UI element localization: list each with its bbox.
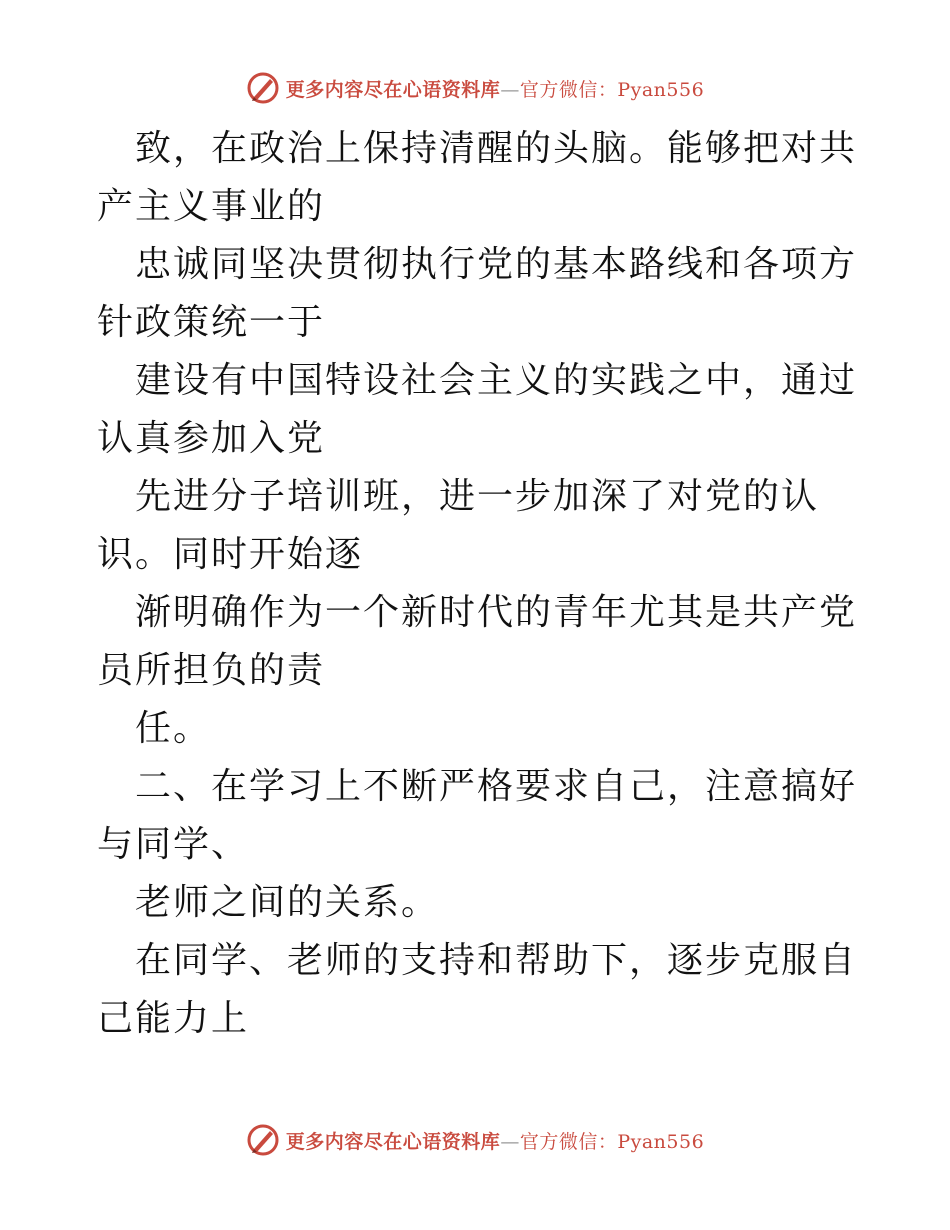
- paragraph: 老师之间的关系。: [135, 882, 440, 923]
- paragraph: 渐明确作为一个新时代的青年尤其是共产党员所担负的责: [97, 592, 858, 691]
- paragraph: 二、在学习上不断严格要求自己，注意搞好与同学、: [97, 766, 858, 865]
- header-banner-main: 更多内容尽在心语资料库: [285, 78, 501, 101]
- paragraph: 任。: [135, 708, 212, 749]
- pen-logo-icon: [246, 71, 280, 105]
- paragraph: 建设有中国特设社会主义的实践之中，通过认真参加入党: [97, 360, 858, 459]
- paragraph: 致，在政治上保持清醒的头脑。能够把对共产主义事业的: [97, 128, 858, 227]
- footer-banner-text: [286, 1127, 704, 1154]
- footer-banner-wechat: 官方微信：: [519, 1130, 618, 1153]
- pen-logo-icon: [246, 1123, 280, 1157]
- header-banner-text: [286, 75, 704, 102]
- footer-banner-dash: —: [500, 1130, 520, 1153]
- header-banner-id: Pyan556: [617, 78, 705, 101]
- footer-banner-id: Pyan556: [617, 1130, 705, 1153]
- footer-banner: [246, 1123, 704, 1157]
- header-banner: [246, 71, 704, 105]
- paragraph: 先进分子培训班，进一步加深了对党的认识。同时开始逐: [97, 476, 820, 575]
- document-body: [97, 120, 857, 1048]
- page-header: [0, 68, 950, 108]
- footer-banner-main: 更多内容尽在心语资料库: [285, 1130, 501, 1153]
- header-banner-dash: —: [500, 78, 520, 101]
- paragraph: 忠诚同坚决贯彻执行党的基本路线和各项方针政策统一于: [97, 244, 858, 343]
- page-footer: [0, 1120, 950, 1160]
- header-banner-wechat: 官方微信：: [519, 78, 618, 101]
- paragraph: 在同学、老师的支持和帮助下，逐步克服自己能力上: [97, 940, 858, 1039]
